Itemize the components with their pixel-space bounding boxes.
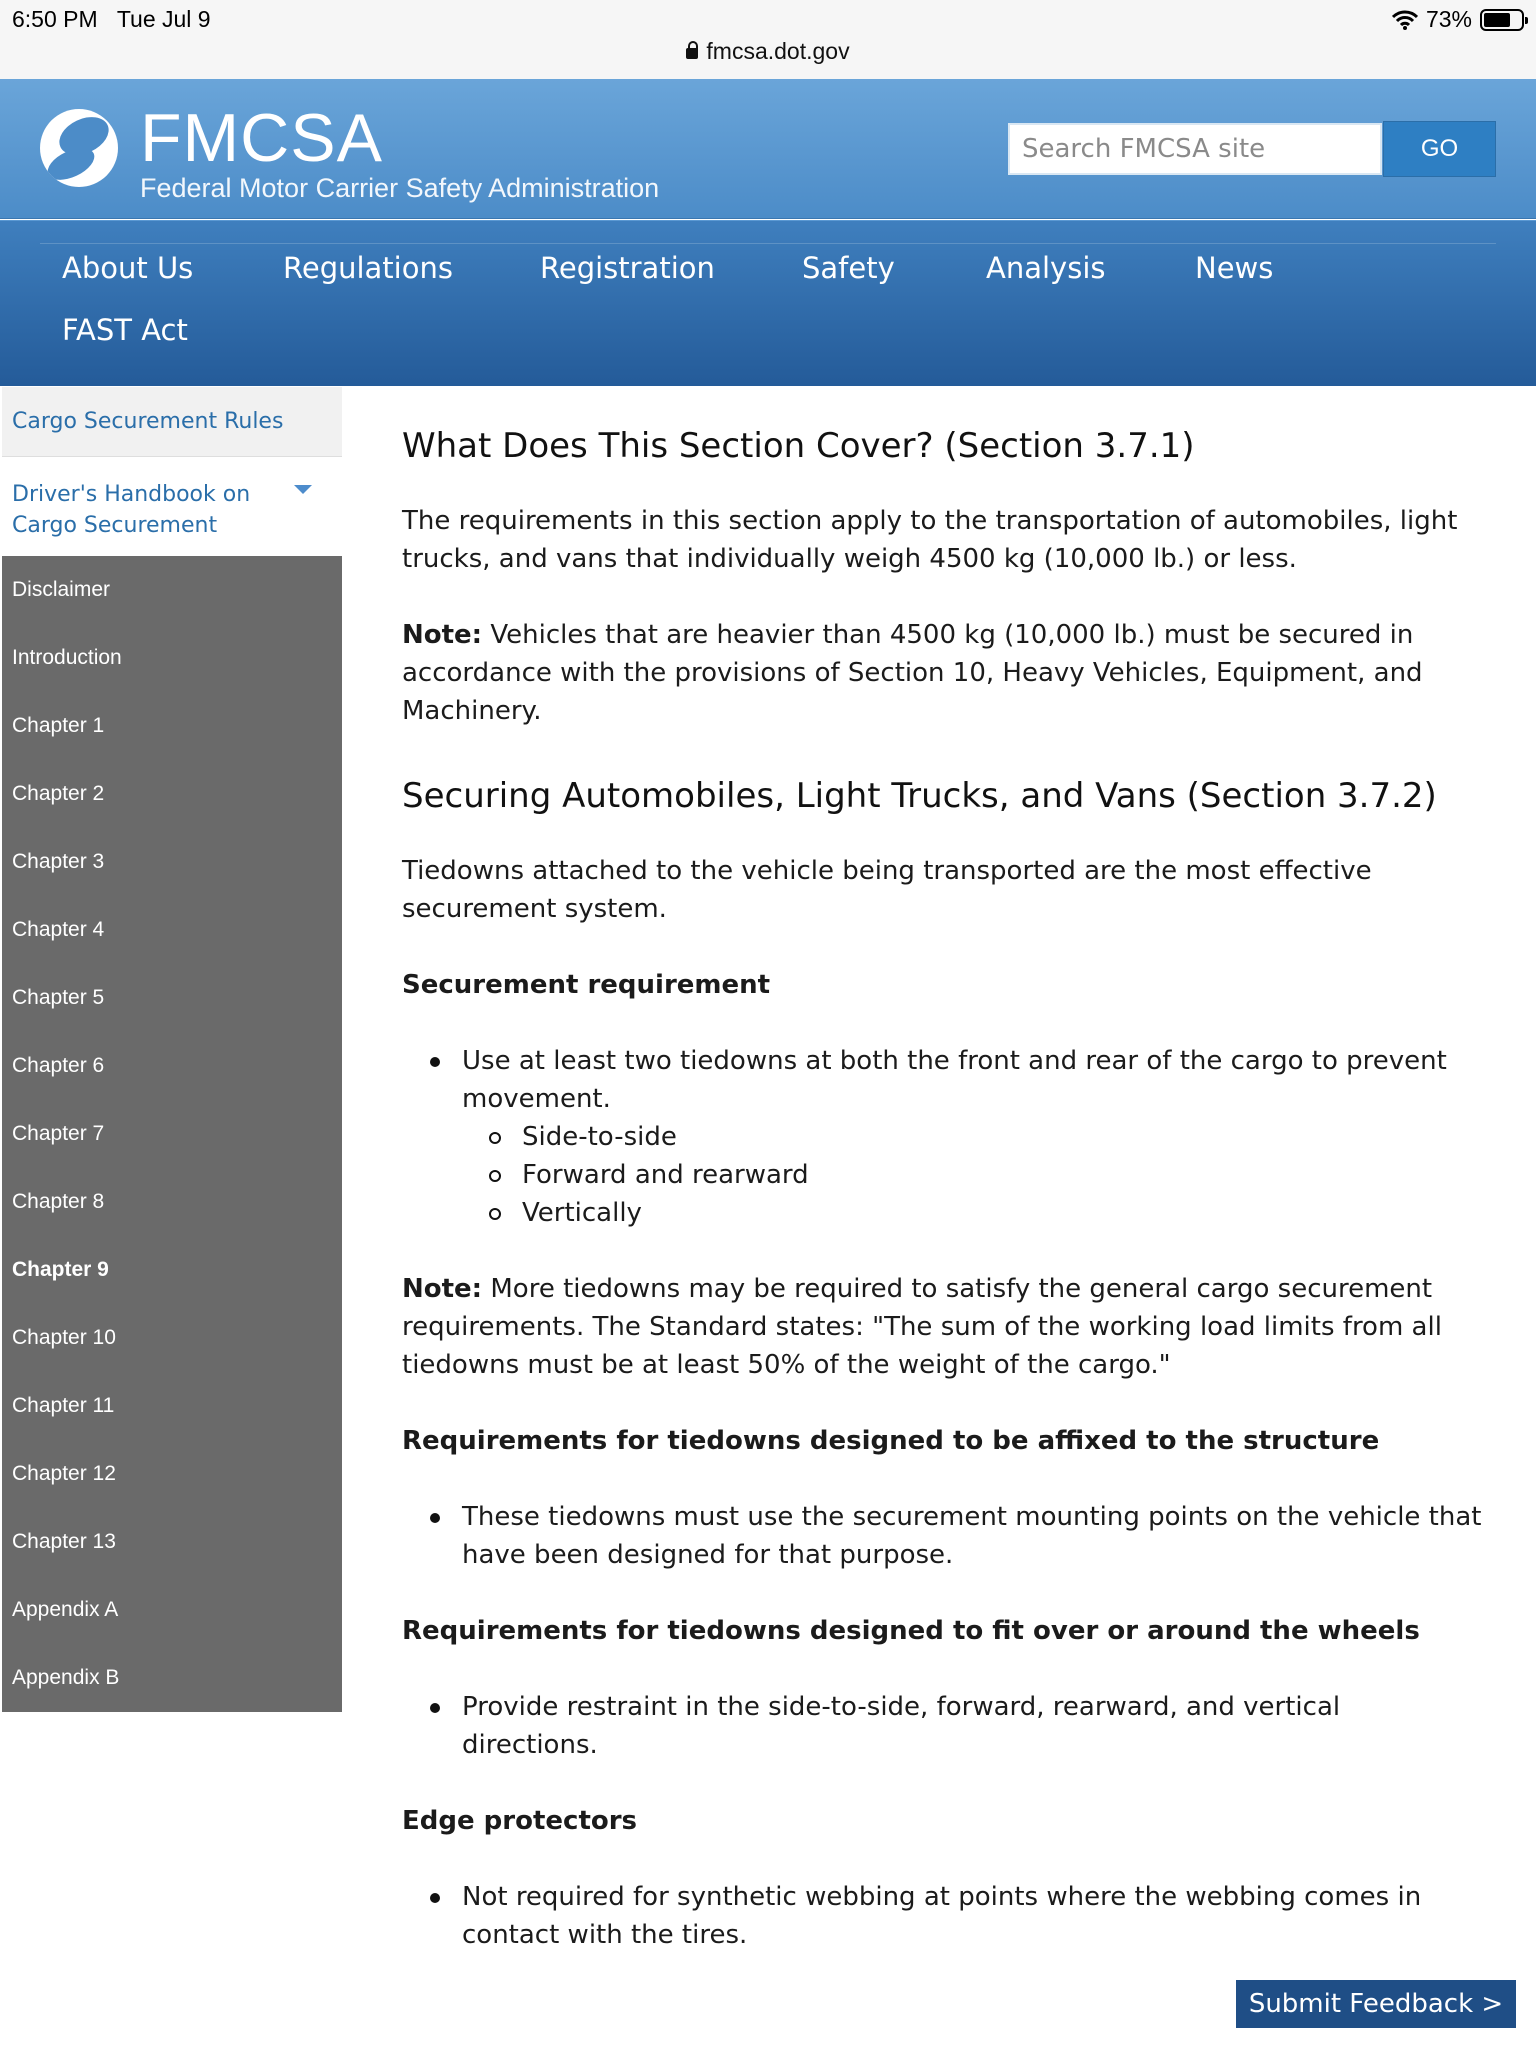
sidebar-chapter-list (2, 556, 342, 1712)
sidebar-item-appendix-a[interactable]: Appendix A (12, 1598, 119, 1621)
url-text: fmcsa.dot.gov (706, 38, 850, 64)
note-text: More tiedowns may be required to satisfy the general cargo securement requirements. The Standard states: "The sum of the working load limits from all tiedowns must be at least 50% of the weight of the cargo." (402, 1274, 1442, 1380)
site-header (0, 79, 1536, 219)
subheading-edge-protectors: Edge protectors (402, 1806, 638, 1836)
nav-regulations[interactable]: Regulations (283, 251, 453, 285)
status-bar (0, 0, 1536, 79)
wheels-list (402, 1688, 1482, 1764)
section-heading-3-7-2: Securing Automobiles, Light Trucks, and Vans (Section 3.7.2) (402, 776, 1437, 816)
wifi-icon (1392, 10, 1418, 30)
sublist-item: Forward and rearward (462, 1156, 1482, 1194)
sidebar-item-chapter-8[interactable]: Chapter 8 (12, 1190, 105, 1213)
main-nav (0, 220, 1536, 386)
sublist-item: Side-to-side (462, 1118, 1482, 1156)
address-bar[interactable] (0, 38, 1536, 65)
nav-safety[interactable]: Safety (802, 251, 895, 285)
sidebar-item-chapter-2[interactable]: Chapter 2 (12, 782, 105, 805)
list-item: These tiedowns must use the securement mounting points on the vehicle that have been designed for that purpose. (402, 1498, 1482, 1574)
note-label: Note: (402, 620, 483, 650)
sidebar-item-chapter-11[interactable]: Chapter 11 (12, 1394, 115, 1417)
nav-fast-act[interactable]: FAST Act (62, 313, 188, 347)
list-item: Use at least two tiedowns at both the front and rear of the cargo to prevent movement. Side-to-side Forward and rearward Vertically (402, 1042, 1482, 1232)
nav-analysis[interactable]: Analysis (986, 251, 1106, 285)
securement-list (402, 1042, 1482, 1232)
subheading-wheels: Requirements for tiedowns designed to fit over or around the wheels (402, 1616, 1420, 1646)
sidebar (2, 387, 342, 1712)
sidebar-item-chapter-13[interactable]: Chapter 13 (12, 1530, 116, 1553)
status-time: 6:50 PM Tue Jul 9 (12, 6, 211, 32)
logo-text[interactable]: FMCSA (140, 100, 383, 176)
nav-divider (40, 243, 1496, 244)
list-item: Provide restraint in the side-to-side, forward, rearward, and vertical directions. (402, 1688, 1482, 1764)
lock-icon (686, 48, 698, 59)
sidebar-item-chapter-12[interactable]: Chapter 12 (12, 1462, 116, 1485)
section-heading-3-7-1: What Does This Section Cover? (Section 3.7.1) (402, 426, 1195, 466)
sidebar-item-appendix-b[interactable]: Appendix B (12, 1666, 120, 1689)
note-label: Note: (402, 1274, 483, 1304)
nav-news[interactable]: News (1195, 251, 1274, 285)
note-text: Vehicles that are heavier than 4500 kg (10,000 lb.) must be secured in accordance with the provisions of Section 10, Heavy Vehicles, Equipment, and Machinery. (402, 620, 1423, 726)
sidebar-cargo-securement-rules[interactable]: Cargo Securement Rules (2, 387, 342, 457)
sidebar-item-chapter-5[interactable]: Chapter 5 (12, 986, 105, 1009)
sidebar-drivers-handbook[interactable] (2, 457, 342, 556)
fmcsa-logo-icon[interactable] (40, 109, 118, 187)
sidebar-item-chapter-6[interactable]: Chapter 6 (12, 1054, 105, 1077)
sidebar-item-chapter-9[interactable]: Chapter 9 (12, 1258, 109, 1281)
main-content (402, 420, 1482, 1954)
search-input[interactable] (1008, 123, 1382, 175)
sublist-item: Vertically (462, 1194, 1482, 1232)
sidebar-item-chapter-3[interactable]: Chapter 3 (12, 850, 105, 873)
nav-registration[interactable]: Registration (540, 251, 715, 285)
submit-feedback-button[interactable]: Submit Feedback > (1236, 1980, 1516, 2028)
handbook-line-1: Driver's Handbook on (12, 482, 251, 507)
handbook-line-2: Cargo Securement (12, 513, 218, 538)
sidebar-item-chapter-7[interactable]: Chapter 7 (12, 1122, 105, 1145)
paragraph-note-heavy (402, 616, 1482, 730)
battery-icon (1480, 9, 1524, 31)
caret-down-icon[interactable] (294, 485, 312, 494)
subheading-affixed-structure: Requirements for tiedowns designed to be affixed to the structure (402, 1426, 1380, 1456)
subheading-securement-requirement: Securement requirement (402, 970, 771, 1000)
direction-sublist (462, 1118, 1482, 1232)
battery-percent: 73% (1425, 6, 1472, 32)
logo-subtitle: Federal Motor Carrier Safety Administration (140, 173, 660, 203)
nav-about-us[interactable]: About Us (62, 251, 194, 285)
sidebar-item-chapter-4[interactable]: Chapter 4 (12, 918, 105, 941)
search-go-button[interactable]: GO (1383, 121, 1496, 177)
paragraph-note-tiedowns (402, 1270, 1482, 1384)
status-right (1392, 6, 1524, 33)
sidebar-item-chapter-1[interactable]: Chapter 1 (12, 714, 105, 737)
paragraph-scope: The requirements in this section apply to the transportation of automobiles, light trucks, and vans that individually weigh 4500 kg (10,000 lb.) or less. (402, 506, 1458, 574)
paragraph-tiedowns: Tiedowns attached to the vehicle being transported are the most effective securement system. (402, 856, 1372, 924)
structure-list (402, 1498, 1482, 1574)
sidebar-item-chapter-10[interactable]: Chapter 10 (12, 1326, 116, 1349)
sidebar-item-disclaimer[interactable]: Disclaimer (12, 578, 111, 601)
edge-list (402, 1878, 1482, 1954)
sidebar-item-introduction[interactable]: Introduction (12, 646, 122, 669)
list-item: Not required for synthetic webbing at points where the webbing comes in contact with the tires. (402, 1878, 1482, 1954)
